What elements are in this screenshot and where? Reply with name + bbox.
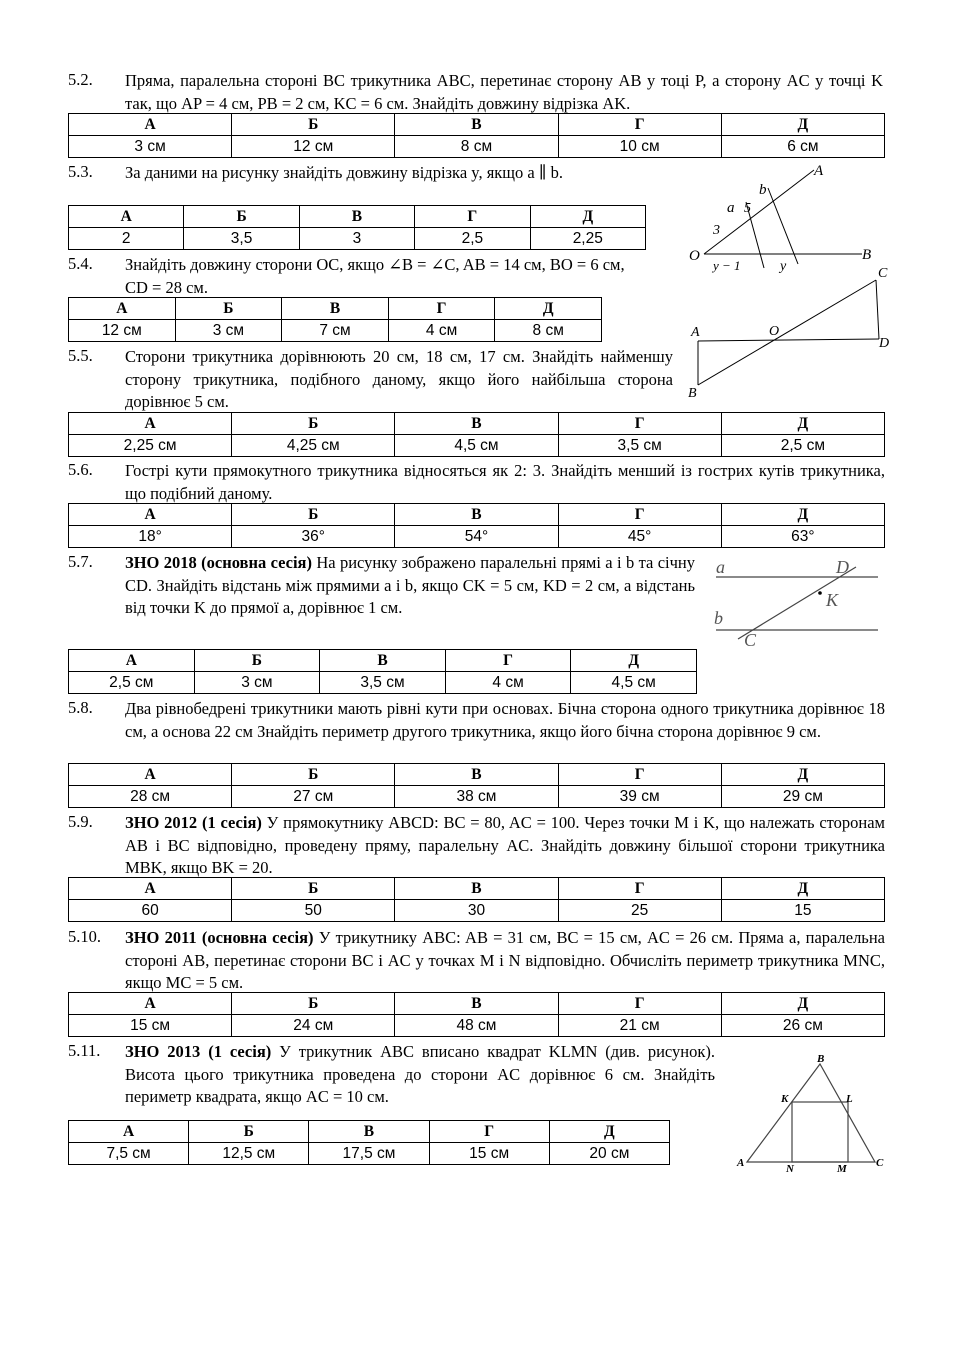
answer-letter: Б <box>175 298 282 320</box>
answer-value: 20 см <box>549 1143 669 1165</box>
answer-letter: Б <box>232 504 395 526</box>
label-5: 5 <box>744 201 751 216</box>
answer-letter: Г <box>558 413 721 435</box>
answer-value: 4,5 см <box>571 672 697 694</box>
answer-letter: А <box>69 504 232 526</box>
answer-table <box>68 1120 670 1165</box>
answer-letter: В <box>395 878 558 900</box>
answer-letter: Г <box>388 298 495 320</box>
answer-letter: Б <box>189 1121 309 1143</box>
answer-letter: Б <box>194 650 320 672</box>
problem-text: У прямокутнику ABCD: BC = 80, AC = 100. Через точки M і K, що належать сторонам AB і BC відповідно, проведену пряму, паралельну AC. Знайдіть довжину більшої сторони трикутника MBK, якщо BK = 20. <box>125 813 885 877</box>
answer-letter: А <box>69 298 176 320</box>
answer-value: 21 см <box>558 1015 721 1037</box>
problem-text: Сторони трикутника дорівнюють 20 см, 18 см, 17 см. Знайдіть найменшу сторону трикутника, подібного даному, якщо його найбільша сторона дорівнює 5 см. <box>125 347 673 411</box>
problem-number: 5.9. <box>68 812 93 831</box>
problem-text: Пряма, паралельна стороні BC трикутника ABC, перетинає сторону AB у тоці P, а сторону AC у точці K так, що AP = 4 см, PB = 2 см, KC = 6 см. Знайдіть довжину відрізка AK. <box>125 71 883 113</box>
problem-text: Два рівнобедрені трикутники мають рівні кути при основах. Бічна сторона одного трикутника дорівнює 18 см, а основа 22 см Знайдіть периметр другого трикутника, якщо його бічна сторона дорівнює 9 см. <box>125 699 885 741</box>
answer-letter: А <box>69 878 232 900</box>
answer-letter: В <box>299 206 414 228</box>
answer-value: 30 <box>395 900 558 922</box>
answer-letter: А <box>69 993 232 1015</box>
figure-5-4 <box>686 263 896 403</box>
problem-number: 5.7. <box>68 552 93 571</box>
label-b: b <box>759 182 767 198</box>
figure-5-7 <box>708 553 888 653</box>
answer-value: 10 см <box>558 136 721 158</box>
answer-value: 24 см <box>232 1015 395 1037</box>
exam-source: ЗНО 2012 (1 сесія) <box>125 813 262 832</box>
answer-value: 4,25 см <box>232 435 395 457</box>
answer-value: 3 см <box>69 136 232 158</box>
label-A: A <box>737 1157 745 1169</box>
label-O: O <box>769 324 780 339</box>
answer-value: 63° <box>721 526 884 548</box>
answer-value: 12 см <box>232 136 395 158</box>
exam-source: ЗНО 2011 (основна сесія) <box>125 928 314 947</box>
answer-value: 2 <box>69 228 184 250</box>
answer-value: 2,25 см <box>69 435 232 457</box>
answer-value: 50 <box>232 900 395 922</box>
answer-table <box>68 877 885 922</box>
answer-letter: Г <box>415 206 530 228</box>
exam-source: ЗНО 2013 (1 сесія) <box>125 1042 272 1061</box>
answer-value: 3,5 см <box>320 672 446 694</box>
answer-letter: А <box>69 1121 189 1143</box>
label-N: N <box>786 1163 794 1175</box>
problem-text: У трикутник ABC вписано квадрат KLMN (див. рисунок). Висота цього трикутника проведена до сторони AC дорівнює 6 см. Знайдіть периметр квадрата, якщо AC = 10 см. <box>125 1042 715 1106</box>
answer-value: 3,5 см <box>558 435 721 457</box>
label-M: M <box>837 1163 847 1175</box>
answer-table <box>68 763 885 808</box>
answer-letter: А <box>69 206 184 228</box>
answer-value: 29 см <box>721 786 884 808</box>
exam-source: ЗНО 2018 (основна сесія) <box>125 553 312 572</box>
answer-value: 54° <box>395 526 558 548</box>
triangle-abc <box>747 1064 875 1162</box>
problem-text: За даними на рисунку знайдіть довжину відрізка y, якщо a ∥ b. <box>125 163 563 182</box>
answer-value: 48 см <box>395 1015 558 1037</box>
answer-table <box>68 113 885 158</box>
answer-value: 2,5 <box>415 228 530 250</box>
answer-table <box>68 649 697 694</box>
answer-value: 8 см <box>395 136 558 158</box>
answer-table <box>68 205 646 250</box>
answer-value: 39 см <box>558 786 721 808</box>
answer-value: 17,5 см <box>309 1143 429 1165</box>
square-klmn <box>792 1102 848 1162</box>
secant-cd <box>738 567 856 639</box>
label-A: A <box>814 163 824 179</box>
answer-letter: В <box>395 413 558 435</box>
answer-letter: Б <box>232 413 395 435</box>
answer-letter: В <box>395 993 558 1015</box>
label-3: 3 <box>713 223 720 238</box>
label-B: B <box>688 386 697 401</box>
answer-letter: А <box>69 413 232 435</box>
answer-letter: В <box>395 764 558 786</box>
answer-value: 15 <box>721 900 884 922</box>
label-A: A <box>691 325 700 340</box>
answer-letter: Г <box>445 650 571 672</box>
answer-letter: Д <box>530 206 645 228</box>
answer-letter: Д <box>721 993 884 1015</box>
answer-letter: Г <box>558 114 721 136</box>
label-C: C <box>878 266 888 281</box>
answer-value: 7 см <box>282 320 389 342</box>
problem-number: 5.3. <box>68 162 93 181</box>
answer-value: 18° <box>69 526 232 548</box>
answer-value: 28 см <box>69 786 232 808</box>
label-B: B <box>817 1053 825 1065</box>
problem-text: Знайдіть довжину сторони OC, якщо ∠B = ∠C, AB = 14 см, BO = 6 см, CD = 28 см. <box>125 255 625 297</box>
line-b <box>768 188 798 264</box>
answer-value: 45° <box>558 526 721 548</box>
problem-number: 5.8. <box>68 698 93 717</box>
answer-letter: Б <box>232 114 395 136</box>
problem-number: 5.4. <box>68 254 93 273</box>
answer-table <box>68 412 885 457</box>
answer-value: 3 см <box>194 672 320 694</box>
answer-value: 3,5 <box>184 228 299 250</box>
answer-table <box>68 992 885 1037</box>
answer-letter: В <box>282 298 389 320</box>
answer-letter: Г <box>429 1121 549 1143</box>
label-O: O <box>689 248 700 264</box>
label-D: D <box>879 336 890 351</box>
label-B: B <box>862 247 872 263</box>
answer-value: 25 <box>558 900 721 922</box>
label-y-minus-1: y − 1 <box>713 258 741 273</box>
answer-value: 2,5 см <box>69 672 195 694</box>
answer-value: 4 см <box>388 320 495 342</box>
label-y: y <box>780 259 787 274</box>
label-C: C <box>876 1157 884 1169</box>
problem-number: 5.2. <box>68 70 93 89</box>
problem-number: 5.11. <box>68 1041 101 1060</box>
side-cd <box>876 280 879 339</box>
answer-value: 4 см <box>445 672 571 694</box>
answer-letter: Д <box>549 1121 669 1143</box>
answer-value: 12,5 см <box>189 1143 309 1165</box>
answer-value: 6 см <box>721 136 884 158</box>
answer-letter: Д <box>721 878 884 900</box>
answer-letter: Г <box>558 993 721 1015</box>
answer-letter: Д <box>721 413 884 435</box>
answer-letter: В <box>395 504 558 526</box>
answer-value: 27 см <box>232 786 395 808</box>
label-D: D <box>836 557 849 577</box>
answer-value: 2,25 <box>530 228 645 250</box>
answer-letter: Б <box>232 993 395 1015</box>
answer-value: 36° <box>232 526 395 548</box>
answer-letter: Г <box>558 878 721 900</box>
label-K: K <box>826 590 839 610</box>
answer-table <box>68 297 602 342</box>
figure-5-3 <box>686 160 886 275</box>
label-b: b <box>714 608 723 628</box>
answer-value: 15 см <box>429 1143 549 1165</box>
answer-letter: Д <box>495 298 602 320</box>
problem-text: На рисунку зображено паралельні прямі a і b та січну CD. Знайдіть відстань між прямими a і b, якщо CK = 5 см, KD = 2 см, а відстань від точки K до прямої a, дорівнює 1 см. <box>125 553 695 617</box>
answer-letter: Д <box>721 504 884 526</box>
answer-letter: Б <box>184 206 299 228</box>
answer-value: 15 см <box>69 1015 232 1037</box>
figure-5-11 <box>733 1050 893 1180</box>
answer-letter: Г <box>558 504 721 526</box>
answer-value: 8 см <box>495 320 602 342</box>
label-a: a <box>716 557 725 577</box>
answer-letter: В <box>395 114 558 136</box>
label-a: a <box>727 200 735 216</box>
answer-value: 12 см <box>69 320 176 342</box>
answer-value: 4,5 см <box>395 435 558 457</box>
answer-value: 26 см <box>721 1015 884 1037</box>
answer-letter: Б <box>232 764 395 786</box>
problem-text: Гострі кути прямокутного трикутника відносяться як 2: 3. Знайдіть менший із гострих кутів трикутника, що подібний даному. <box>125 461 885 503</box>
answer-letter: В <box>309 1121 429 1143</box>
problem-number: 5.6. <box>68 460 93 479</box>
label-C: C <box>744 630 757 650</box>
answer-letter: Г <box>558 764 721 786</box>
point-k <box>818 591 822 595</box>
side-ad <box>698 339 879 341</box>
answer-letter: А <box>69 114 232 136</box>
answer-letter: В <box>320 650 446 672</box>
answer-letter: Д <box>721 764 884 786</box>
answer-letter: А <box>69 764 232 786</box>
answer-value: 2,5 см <box>721 435 884 457</box>
side-cb <box>698 280 876 385</box>
label-L: L <box>846 1093 853 1105</box>
problem-text: У трикутнику ABC: AB = 31 см, BC = 15 см, AC = 26 см. Пряма a, паралельна стороні AB, перетинає сторони BC і AC у точках M і N відповідно. Обчисліть периметр трикутника MNC, якщо MC = 5 см. <box>125 928 885 992</box>
answer-value: 60 <box>69 900 232 922</box>
answer-value: 38 см <box>395 786 558 808</box>
answer-letter: Д <box>571 650 697 672</box>
answer-value: 3 см <box>175 320 282 342</box>
answer-letter: Б <box>232 878 395 900</box>
problem-number: 5.10. <box>68 927 101 946</box>
answer-letter: Д <box>721 114 884 136</box>
answer-letter: А <box>69 650 195 672</box>
answer-value: 3 <box>299 228 414 250</box>
answer-table <box>68 503 885 548</box>
problem-number: 5.5. <box>68 346 93 365</box>
answer-value: 7,5 см <box>69 1143 189 1165</box>
label-K: K <box>781 1093 789 1105</box>
